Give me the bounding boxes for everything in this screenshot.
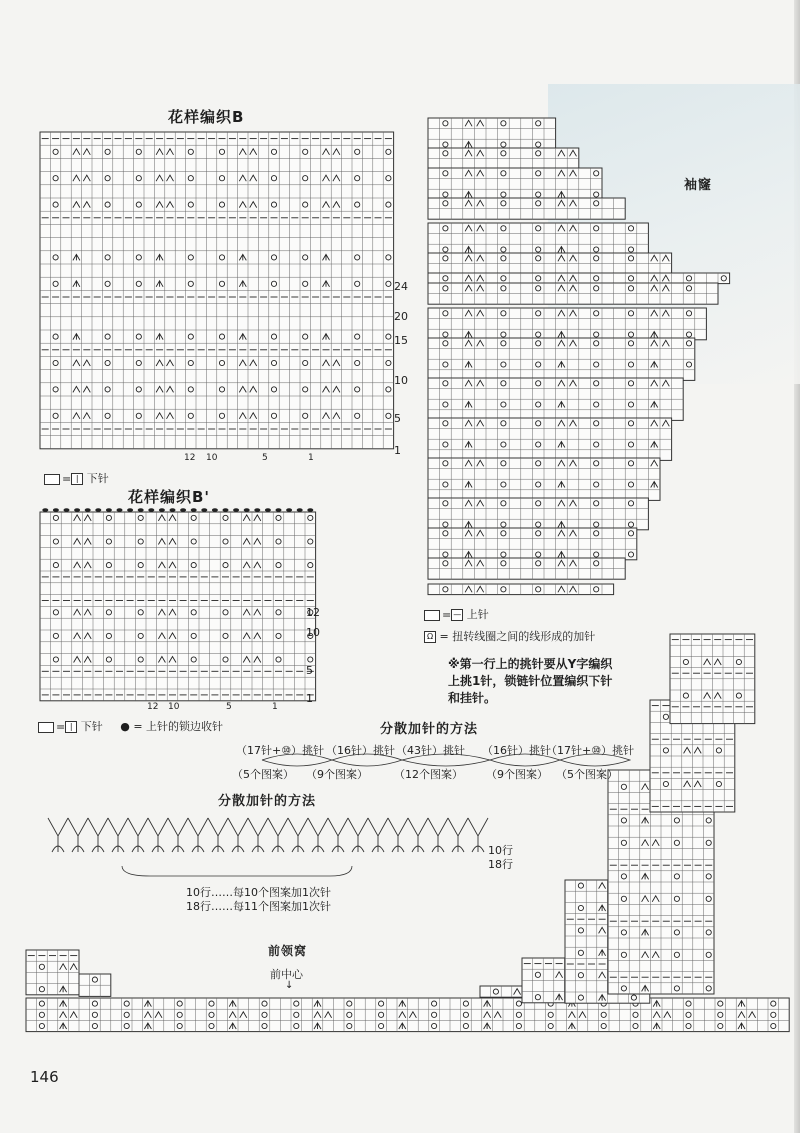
sleeve-cap-band bbox=[428, 118, 556, 150]
chart-b-row-15: 15 bbox=[394, 334, 408, 347]
neckline-left-step bbox=[79, 974, 111, 996]
chart-b-prime-row-5: 5 bbox=[306, 664, 313, 677]
knit-symbol-icon: | bbox=[65, 721, 77, 733]
chart-b-prime-col-10: 10 bbox=[168, 702, 180, 712]
arrow-down-icon: ↓ bbox=[285, 980, 294, 991]
sleeve-legend-purl: = — 上针 bbox=[424, 606, 489, 622]
knit-cell-icon bbox=[44, 474, 60, 485]
bind-off-dot-icon bbox=[53, 508, 59, 512]
sleeve-cap-band bbox=[428, 273, 730, 284]
crochet-chain-icon bbox=[148, 818, 168, 852]
crochet-chain-icon bbox=[388, 818, 408, 852]
chart-b-legend: = | 下针 bbox=[44, 470, 109, 486]
sleeve-cap-band bbox=[428, 198, 625, 219]
neckline-right-step-1 bbox=[480, 986, 522, 997]
knit-symbol-icon: | bbox=[71, 473, 83, 485]
sleeve-cap-band bbox=[428, 223, 648, 255]
increase-lower-3: （12个图案） bbox=[394, 768, 463, 781]
crochet-chain-icon bbox=[208, 818, 228, 852]
crochet-chain-icon bbox=[328, 818, 348, 852]
bind-off-dot-icon bbox=[180, 508, 186, 512]
crochet-chain-icon bbox=[468, 818, 488, 852]
chart-b-row-5: 5 bbox=[394, 412, 401, 425]
chart-b-legend-text: 下针 bbox=[86, 472, 109, 485]
chart-b-col-5: 5 bbox=[262, 453, 268, 463]
bind-off-dot-icon bbox=[286, 508, 292, 512]
chart-b-row-24: 24 bbox=[394, 280, 408, 293]
bind-off-dot-icon bbox=[159, 508, 165, 512]
increase-method-bottom-title: 分散加针的方法 bbox=[218, 794, 317, 809]
crochet-chain-icon bbox=[48, 818, 68, 852]
crochet-chain-icon bbox=[348, 818, 368, 852]
chart-b-title: 花样编织B bbox=[168, 108, 245, 126]
sleeve-legend-purl-text: 上针 bbox=[466, 608, 489, 621]
bind-off-dot-icon bbox=[42, 508, 48, 512]
increase-upper-1: （17针+⑩）挑针 bbox=[236, 744, 325, 757]
increase-upper-4: （16针）挑针 bbox=[482, 744, 551, 757]
chart-b-prime-legend-bind: = 上针的锁边收针 bbox=[133, 720, 224, 733]
chart-b-row-1: 1 bbox=[394, 444, 401, 457]
increase-lower-1: （5个图案） bbox=[232, 768, 294, 781]
crochet-increase-diagram bbox=[48, 818, 488, 876]
neckline-left-shoulder bbox=[26, 950, 79, 995]
bind-off-dot-icon bbox=[170, 508, 176, 512]
chart-b-row-20: 20 bbox=[394, 310, 408, 323]
crochet-chain-icon bbox=[408, 818, 428, 852]
bind-off-icon: ● bbox=[120, 720, 130, 733]
bind-off-dot-icon bbox=[95, 508, 101, 512]
bind-off-dot-icon bbox=[297, 508, 303, 512]
sleeve-cap-band bbox=[428, 528, 637, 560]
sleeve-cap-band bbox=[428, 458, 660, 500]
crochet-chain-icon bbox=[128, 818, 148, 852]
crochet-chain-icon bbox=[288, 818, 308, 852]
increase-lower-2: （9个图案） bbox=[306, 768, 368, 781]
bind-off-dot-icon bbox=[148, 508, 154, 512]
increase-lower-4: （9个图案） bbox=[486, 768, 548, 781]
chart-b-prime-col-1: 1 bbox=[272, 702, 278, 712]
bind-off-dot-icon bbox=[201, 508, 207, 512]
bind-off-dot-icon bbox=[254, 508, 260, 512]
neckline-body-band bbox=[26, 998, 789, 1032]
chart-b-prime-legend-knit: 下针 bbox=[80, 720, 103, 733]
crochet-chain-icon bbox=[308, 818, 328, 852]
neckline-center: 前中心 bbox=[270, 968, 303, 981]
sleeve-cap-band bbox=[428, 253, 672, 274]
sleeve-legend-increase-text: = 扭转线圈之间的线形成的加针 bbox=[439, 630, 596, 643]
crochet-chain-icon bbox=[108, 818, 128, 852]
increase-line-2: 18行……每11个图案加1次针 bbox=[186, 900, 331, 913]
crochet-chain-icon bbox=[88, 818, 108, 852]
bind-off-dot-icon bbox=[106, 508, 112, 512]
crochet-chain-icon bbox=[68, 818, 88, 852]
crochet-chain-icon bbox=[268, 818, 288, 852]
sleeve-cap-band bbox=[428, 283, 718, 304]
sleeve-cap-band bbox=[428, 584, 614, 595]
sleeve-cap-band bbox=[428, 338, 695, 380]
chart-b-stitches bbox=[40, 132, 394, 449]
crochet-chain-icon bbox=[168, 818, 188, 852]
chart-b-prime-row-1: 1 bbox=[306, 692, 313, 705]
increase-row-18: 18行 bbox=[488, 858, 513, 871]
increase-upper-5: （17针+⑩）挑针 bbox=[546, 744, 635, 757]
knit-cell-icon bbox=[38, 722, 54, 733]
sleeve-cap-band bbox=[428, 308, 706, 340]
increase-lower-5: （5个图案） bbox=[556, 768, 618, 781]
bind-off-dot-icon bbox=[265, 508, 271, 512]
increase-row-10: 10行 bbox=[488, 844, 513, 857]
neckline-title: 前领窝 bbox=[268, 944, 308, 958]
bind-off-dot-icon bbox=[307, 508, 313, 512]
twisted-increase-icon: Ω bbox=[424, 631, 436, 643]
purl-cell-icon bbox=[424, 610, 440, 621]
increase-upper-2: （16针）挑针 bbox=[326, 744, 395, 757]
chart-b-col-12: 12 bbox=[184, 453, 196, 463]
bind-off-dot-icon bbox=[85, 508, 91, 512]
bind-off-dot-icon bbox=[127, 508, 133, 512]
increase-upper-3: （43针）挑针 bbox=[396, 744, 465, 757]
bind-off-dot-icon bbox=[223, 508, 229, 512]
chart-b-prime-row-10: 10 bbox=[306, 626, 320, 639]
chart-b-prime-legend: = | 下针 ● = 上针的锁边收针 bbox=[38, 718, 223, 734]
crochet-chain-icon bbox=[188, 818, 208, 852]
sleeve-note: ※第一行上的挑针要从Y字编织上挑1针，锁链针位置编织下针和挂针。 bbox=[448, 657, 613, 705]
sleeve-cap-band bbox=[428, 378, 683, 420]
chart-b-row-10: 10 bbox=[394, 374, 408, 387]
chart-b-prime-stitches bbox=[40, 508, 316, 701]
chart-b-col-10: 10 bbox=[206, 453, 218, 463]
crochet-chain-icon bbox=[368, 818, 388, 852]
bind-off-dot-icon bbox=[276, 508, 282, 512]
page-number: 146 bbox=[30, 1068, 59, 1086]
crochet-chain-icon bbox=[228, 818, 248, 852]
sleeve-cap-band bbox=[428, 148, 579, 169]
crochet-chain-icon bbox=[448, 818, 468, 852]
increase-method-top-title: 分散加针的方法 bbox=[380, 722, 479, 737]
sleeve-cap-band bbox=[428, 498, 648, 530]
crochet-chain-icon bbox=[428, 818, 448, 852]
bind-off-dot-icon bbox=[138, 508, 144, 512]
bind-off-dot-icon bbox=[233, 508, 239, 512]
neckline-right-step-6 bbox=[670, 634, 755, 724]
chart-b-prime-title: 花样编织B' bbox=[128, 488, 211, 506]
bind-off-dot-icon bbox=[191, 508, 197, 512]
bind-off-dot-icon bbox=[117, 508, 123, 512]
purl-symbol-icon: — bbox=[453, 610, 462, 619]
sleeve-legend-increase bbox=[424, 628, 595, 644]
chart-b-prime-col-12: 12 bbox=[147, 702, 159, 712]
sleeve-cap-band bbox=[428, 558, 625, 579]
chart-b-prime-col-5: 5 bbox=[226, 702, 232, 712]
bind-off-dot-icon bbox=[74, 508, 80, 512]
increase-line-1: 10行……每10个图案加1次针 bbox=[186, 886, 331, 899]
chart-b-prime-row-12: 12 bbox=[306, 606, 320, 619]
sleeve-cap-band bbox=[428, 168, 602, 200]
brace-icon bbox=[122, 866, 352, 876]
bind-off-dot-icon bbox=[64, 508, 70, 512]
bind-off-dot-icon bbox=[212, 508, 218, 512]
chart-b-col-1: 1 bbox=[308, 453, 314, 463]
crochet-chain-icon bbox=[248, 818, 268, 852]
sleeve-cap-band bbox=[428, 418, 672, 460]
bind-off-dot-icon bbox=[244, 508, 250, 512]
sleeve-cap-title: 袖窿 bbox=[684, 178, 713, 193]
